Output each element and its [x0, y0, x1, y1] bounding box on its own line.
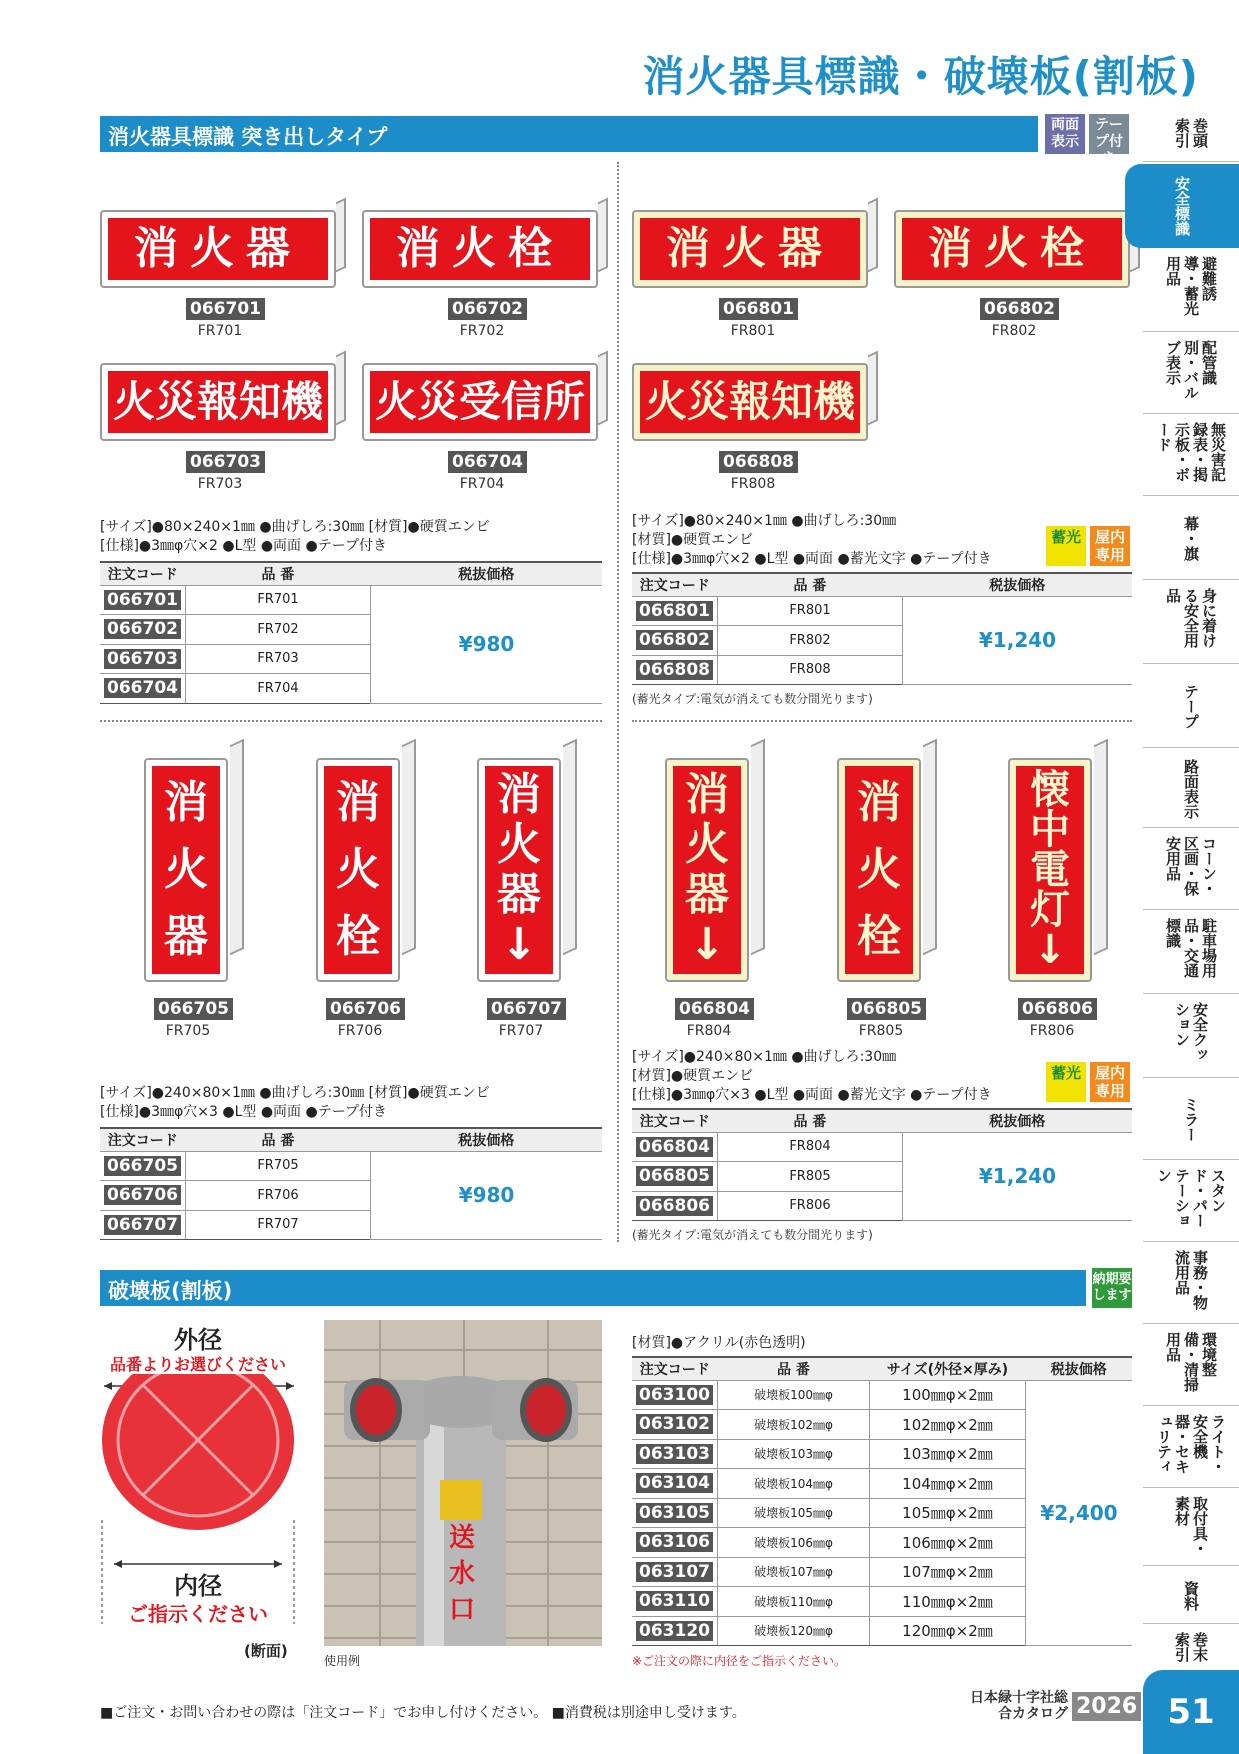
column-divider — [617, 162, 619, 1242]
sign-text: 火災報知機 — [640, 371, 860, 433]
photo-sign-text: 送 水 口 — [448, 1523, 475, 1625]
order-code: 066802 — [980, 298, 1059, 320]
col-header-size: サイズ(外径×厚み) — [869, 1357, 1025, 1380]
footer-note: ■ご注文・お問い合わせの際は「注文コード」でお申し付けください。 ■消費税は別途申し受けます。 — [100, 1705, 746, 1721]
model-cell: FR808 — [717, 655, 902, 685]
row-divider-right — [632, 720, 1132, 722]
order-code: 066805 — [636, 1166, 713, 1186]
model-cell: FR702 — [185, 615, 370, 645]
order-code: 066702 — [104, 619, 181, 639]
order-code: 063110 — [636, 1591, 713, 1611]
model-number: FR703 — [197, 476, 243, 492]
sidebar-item-road[interactable]: 路面表示 — [1143, 750, 1239, 828]
sign-text: 消火栓 — [902, 218, 1122, 280]
spec-text — [100, 1084, 490, 1122]
sign-text: 火災受信所 — [370, 371, 590, 433]
order-code: 066705 — [104, 1156, 181, 1176]
spec-line: [仕様]●3㎜φ穴×2 ●L型 ●両面 ●テープ付き — [100, 538, 388, 554]
order-code: 066701 — [186, 298, 265, 320]
model-number: FR808 — [730, 476, 776, 492]
spec-line: [材質]●硬質エンビ — [632, 1068, 754, 1084]
section-title: 消火器具標識 突き出しタイプ — [108, 125, 388, 149]
col-header-code: 注文コード — [632, 1357, 717, 1380]
price-cell: ¥980 — [370, 585, 602, 703]
order-code: 066702 — [448, 298, 527, 320]
model-cell: 破壊板107㎜φ — [717, 1557, 869, 1587]
section-title-bar — [100, 1270, 1086, 1306]
sign-text: 懐 中 電 灯 ↓ — [1016, 766, 1084, 974]
model-number: FR804 — [686, 1023, 732, 1039]
section-title-bar — [100, 116, 1038, 152]
size-cell: 100㎜φ×2㎜ — [869, 1380, 1025, 1410]
col-header-model: 品 番 — [717, 573, 902, 596]
price-cell: ¥980 — [370, 1151, 602, 1240]
sidebar-item-end-index[interactable]: 巻末索引 — [1173, 1632, 1209, 1662]
sign-fr806 — [1008, 742, 1098, 982]
sign-text: 消火器 — [640, 218, 860, 280]
order-code: 066806 — [1018, 998, 1097, 1020]
model-number: FR707 — [498, 1023, 544, 1039]
order-code: 066707 — [487, 998, 566, 1020]
inner-diameter-label: 内径 — [174, 1572, 222, 1600]
model-cell: FR706 — [185, 1181, 370, 1211]
sign-fr706 — [316, 742, 406, 982]
sign-fr805 — [837, 742, 927, 982]
sidebar-item-stands[interactable]: スタンド・パーテーション — [1143, 1162, 1239, 1242]
table-row — [100, 1151, 602, 1181]
model-cell: FR704 — [185, 674, 370, 704]
order-code: 063102 — [636, 1414, 713, 1434]
sign-text: 消 火 器 — [152, 766, 220, 974]
sidebar-item-fittings[interactable]: 取付具・素材 — [1143, 1490, 1239, 1566]
indoor-badge: 屋内専用 — [1090, 526, 1130, 566]
spec-line: [仕様]●3㎜φ穴×3 ●L型 ●両面 ●テープ付き — [100, 1104, 388, 1120]
spec-line: [材質]●硬質エンビ — [632, 532, 754, 548]
glow-note: (蓄光タイプ:電気が消えても数分間光ります) — [632, 692, 873, 706]
model-cell: FR802 — [717, 626, 902, 656]
price-cell: ¥1,240 — [902, 1132, 1132, 1221]
price-table-fr705 — [100, 1127, 602, 1240]
price-cell: ¥1,240 — [902, 596, 1132, 685]
col-header-model: 品 番 — [717, 1109, 902, 1132]
table-row — [632, 1132, 1132, 1162]
order-code: 066704 — [104, 678, 181, 698]
model-number: FR701 — [197, 323, 243, 339]
sidebar-item-evacuation[interactable]: 避難誘導・蓄光用品 — [1143, 250, 1239, 332]
model-cell: 破壊板103㎜φ — [717, 1439, 869, 1469]
size-cell: 105㎜φ×2㎜ — [869, 1498, 1025, 1528]
sign-fr703 — [100, 353, 340, 441]
size-cell: 107㎜φ×2㎜ — [869, 1557, 1025, 1587]
order-code: 063107 — [636, 1562, 713, 1582]
model-cell: 破壊板120㎜φ — [717, 1616, 869, 1646]
double-sided-tag: 両面表示 — [1045, 114, 1085, 154]
delivery-badge: 納期要します — [1092, 1268, 1132, 1308]
model-number: FR806 — [1029, 1023, 1075, 1039]
model-cell: FR707 — [185, 1210, 370, 1240]
sidebar-item-banners[interactable]: 幕・旗 — [1143, 498, 1239, 580]
spec-line: [サイズ]●240×80×1㎜ ●曲げしろ:30㎜ — [632, 1049, 897, 1065]
order-code: 066802 — [636, 630, 713, 650]
model-cell: 破壊板106㎜φ — [717, 1528, 869, 1558]
order-code: 066804 — [675, 998, 754, 1020]
order-code: 066706 — [326, 998, 405, 1020]
model-cell: FR805 — [717, 1162, 902, 1192]
outer-diameter-sub: 品番よりお選びください — [109, 1355, 286, 1374]
model-cell: 破壊板105㎜φ — [717, 1498, 869, 1528]
model-cell: 破壊板104㎜φ — [717, 1469, 869, 1499]
glow-badge: 蓄光 — [1046, 1062, 1086, 1102]
col-header-code: 注文コード — [632, 1109, 717, 1132]
price-table-fr701 — [100, 561, 602, 704]
section-title: 破壊板(割板) — [108, 1279, 233, 1303]
spec-line: [サイズ]●240×80×1㎜ ●曲げしろ:30㎜ [材質]●硬質エンビ — [100, 1085, 490, 1101]
model-number: FR702 — [459, 323, 505, 339]
order-code: 066707 — [104, 1215, 181, 1235]
price-cell: ¥2,400 — [1025, 1380, 1132, 1646]
col-header-model: 品 番 — [185, 1128, 370, 1151]
sign-fr808 — [632, 353, 872, 441]
indoor-badge: 屋内専用 — [1090, 1062, 1130, 1102]
order-code: 066703 — [186, 451, 265, 473]
model-number: FR801 — [730, 323, 776, 339]
table-row — [632, 596, 1132, 626]
order-code: 066808 — [719, 451, 798, 473]
sidebar-item-office[interactable]: 事務・物流用品 — [1143, 1244, 1239, 1324]
row-divider-left — [100, 720, 602, 722]
col-header-code: 注文コード — [100, 1128, 185, 1151]
sign-fr802 — [894, 200, 1134, 288]
page-title: 消火器具標識・破壊板(割板) — [642, 52, 1199, 101]
order-code: 066804 — [636, 1137, 713, 1157]
order-code: 063103 — [636, 1444, 713, 1464]
glow-badge: 蓄光 — [1046, 526, 1086, 566]
col-header-price: 税抜価格 — [1025, 1357, 1132, 1380]
outer-diameter-label: 外径 — [174, 1326, 222, 1354]
col-header-code: 注文コード — [632, 573, 717, 596]
sign-text: 消 火 栓 — [845, 766, 913, 974]
spec-line: [サイズ]●80×240×1㎜ ●曲げしろ:30㎜ — [632, 513, 897, 529]
sign-text: 消火栓 — [370, 218, 590, 280]
sign-text: 火災報知機 — [108, 371, 328, 433]
table-row — [632, 1380, 1132, 1410]
size-cell: 110㎜φ×2㎜ — [869, 1587, 1025, 1617]
order-code: 066808 — [636, 660, 713, 680]
sidebar-item-materials[interactable]: 資料 — [1143, 1568, 1239, 1624]
sidebar-item-boards[interactable]: 無災害記録表・掲示板・ボード — [1143, 416, 1239, 496]
sidebar-item-cushion[interactable]: 安全クッション — [1143, 996, 1239, 1078]
spec-line: [仕様]●3㎜φ穴×2 ●L型 ●両面 ●蓄光文字 ●テープ付き — [632, 551, 992, 567]
sign-text: 消火器 — [108, 218, 328, 280]
sign-fr701 — [100, 200, 340, 288]
size-cell: 106㎜φ×2㎜ — [869, 1528, 1025, 1558]
sign-fr804 — [665, 742, 755, 982]
sidebar-item-index[interactable]: 巻頭索引 — [1143, 112, 1239, 162]
spec-text — [632, 512, 992, 569]
order-code: 063120 — [636, 1621, 713, 1641]
model-cell: 破壊板110㎜φ — [717, 1587, 869, 1617]
order-code: 066701 — [104, 590, 181, 610]
sidebar-item-tape[interactable]: テープ — [1143, 666, 1239, 748]
order-code: 063104 — [636, 1473, 713, 1493]
sign-fr801 — [632, 200, 872, 288]
price-table-breaker — [632, 1356, 1132, 1646]
col-header-model: 品 番 — [717, 1357, 869, 1380]
model-cell: 破壊板100㎜φ — [717, 1380, 869, 1410]
price-table-fr801 — [632, 572, 1132, 685]
model-cell: FR705 — [185, 1151, 370, 1181]
order-code: 066805 — [847, 998, 926, 1020]
sign-fr705 — [144, 742, 234, 982]
spec-text — [100, 518, 490, 556]
price-table-fr804 — [632, 1108, 1132, 1221]
order-code: 066704 — [448, 451, 527, 473]
size-cell: 104㎜φ×2㎜ — [869, 1469, 1025, 1499]
model-cell: 破壊板102㎜φ — [717, 1410, 869, 1440]
col-header-price: 税抜価格 — [902, 1109, 1132, 1132]
model-number: FR704 — [459, 476, 505, 492]
spec-text — [632, 1048, 992, 1105]
model-number: FR802 — [991, 323, 1037, 339]
sign-text: 消 火 栓 — [324, 766, 392, 974]
col-header-price: 税抜価格 — [370, 1128, 602, 1151]
sidebar-item-safety-signs[interactable]: 安全標識 — [1125, 164, 1239, 248]
sign-fr702 — [362, 200, 602, 288]
sign-text: 消 火 器 ↓ — [485, 766, 553, 974]
tape-tag: テープ付き — [1089, 114, 1129, 154]
spec-line: [サイズ]●80×240×1㎜ ●曲げしろ:30㎜ [材質]●硬質エンビ — [100, 519, 490, 535]
col-header-price: 税抜価格 — [370, 562, 602, 585]
inner-diameter-sub: ご指示ください — [128, 1602, 268, 1626]
page-number: 51 — [1143, 1670, 1239, 1754]
model-number: FR705 — [165, 1023, 211, 1039]
order-code: 063105 — [636, 1503, 713, 1523]
sign-fr707 — [477, 742, 567, 982]
model-cell: FR703 — [185, 644, 370, 674]
order-code: 063106 — [636, 1532, 713, 1552]
order-note: ※ご注文の際に内径をご指示ください。 — [632, 1654, 847, 1668]
glow-note: (蓄光タイプ:電気が消えても数分間光ります) — [632, 1228, 873, 1242]
order-code: 066801 — [719, 298, 798, 320]
catalog-name: 日本緑十字社総合カタログ — [970, 1690, 1068, 1722]
order-code: 066806 — [636, 1196, 713, 1216]
model-cell: FR806 — [717, 1191, 902, 1221]
model-cell: FR701 — [185, 585, 370, 615]
material-text: [材質]●アクリル(赤色透明) — [632, 1335, 806, 1351]
sidebar-item-piping[interactable]: 配管識別・バルブ表示 — [1143, 334, 1239, 414]
order-code: 066703 — [104, 649, 181, 669]
model-cell: FR801 — [717, 596, 902, 626]
model-number: FR805 — [858, 1023, 904, 1039]
size-cell: 120㎜φ×2㎜ — [869, 1616, 1025, 1646]
photo-caption: 使用例 — [324, 1654, 361, 1668]
size-cell: 103㎜φ×2㎜ — [869, 1439, 1025, 1469]
sidebar-item-cones[interactable]: コーン・区画・保安用品 — [1143, 830, 1239, 910]
order-code: 066801 — [636, 601, 713, 621]
spec-line: [仕様]●3㎜φ穴×3 ●L型 ●両面 ●蓄光文字 ●テープ付き — [632, 1087, 992, 1103]
sign-fr704 — [362, 353, 602, 441]
col-header-code: 注文コード — [100, 562, 185, 585]
order-code: 066705 — [154, 998, 233, 1020]
catalog-year: 2026 — [1072, 1692, 1141, 1721]
sidebar-item-lights[interactable]: ライト・安全機器・セキュリティ — [1143, 1408, 1239, 1488]
size-cell: 102㎜φ×2㎜ — [869, 1410, 1025, 1440]
col-header-price: 税抜価格 — [902, 573, 1132, 596]
sidebar-item-mirror[interactable]: ミラー — [1143, 1080, 1239, 1160]
sidebar-item-cleaning[interactable]: 環境整備・清掃用品 — [1143, 1326, 1239, 1406]
section-caption: (断面) — [244, 1642, 288, 1660]
order-code: 063100 — [636, 1385, 713, 1405]
table-row — [100, 585, 602, 615]
order-code: 066706 — [104, 1185, 181, 1205]
col-header-model: 品 番 — [185, 562, 370, 585]
model-number: FR706 — [337, 1023, 383, 1039]
model-cell: FR804 — [717, 1132, 902, 1162]
sidebar-item-parking[interactable]: 駐車場用品・交通標識 — [1143, 912, 1239, 994]
sign-text: 消 火 器 ↓ — [673, 766, 741, 974]
sidebar-item-wearables[interactable]: 身に着ける安全用品 — [1143, 582, 1239, 664]
